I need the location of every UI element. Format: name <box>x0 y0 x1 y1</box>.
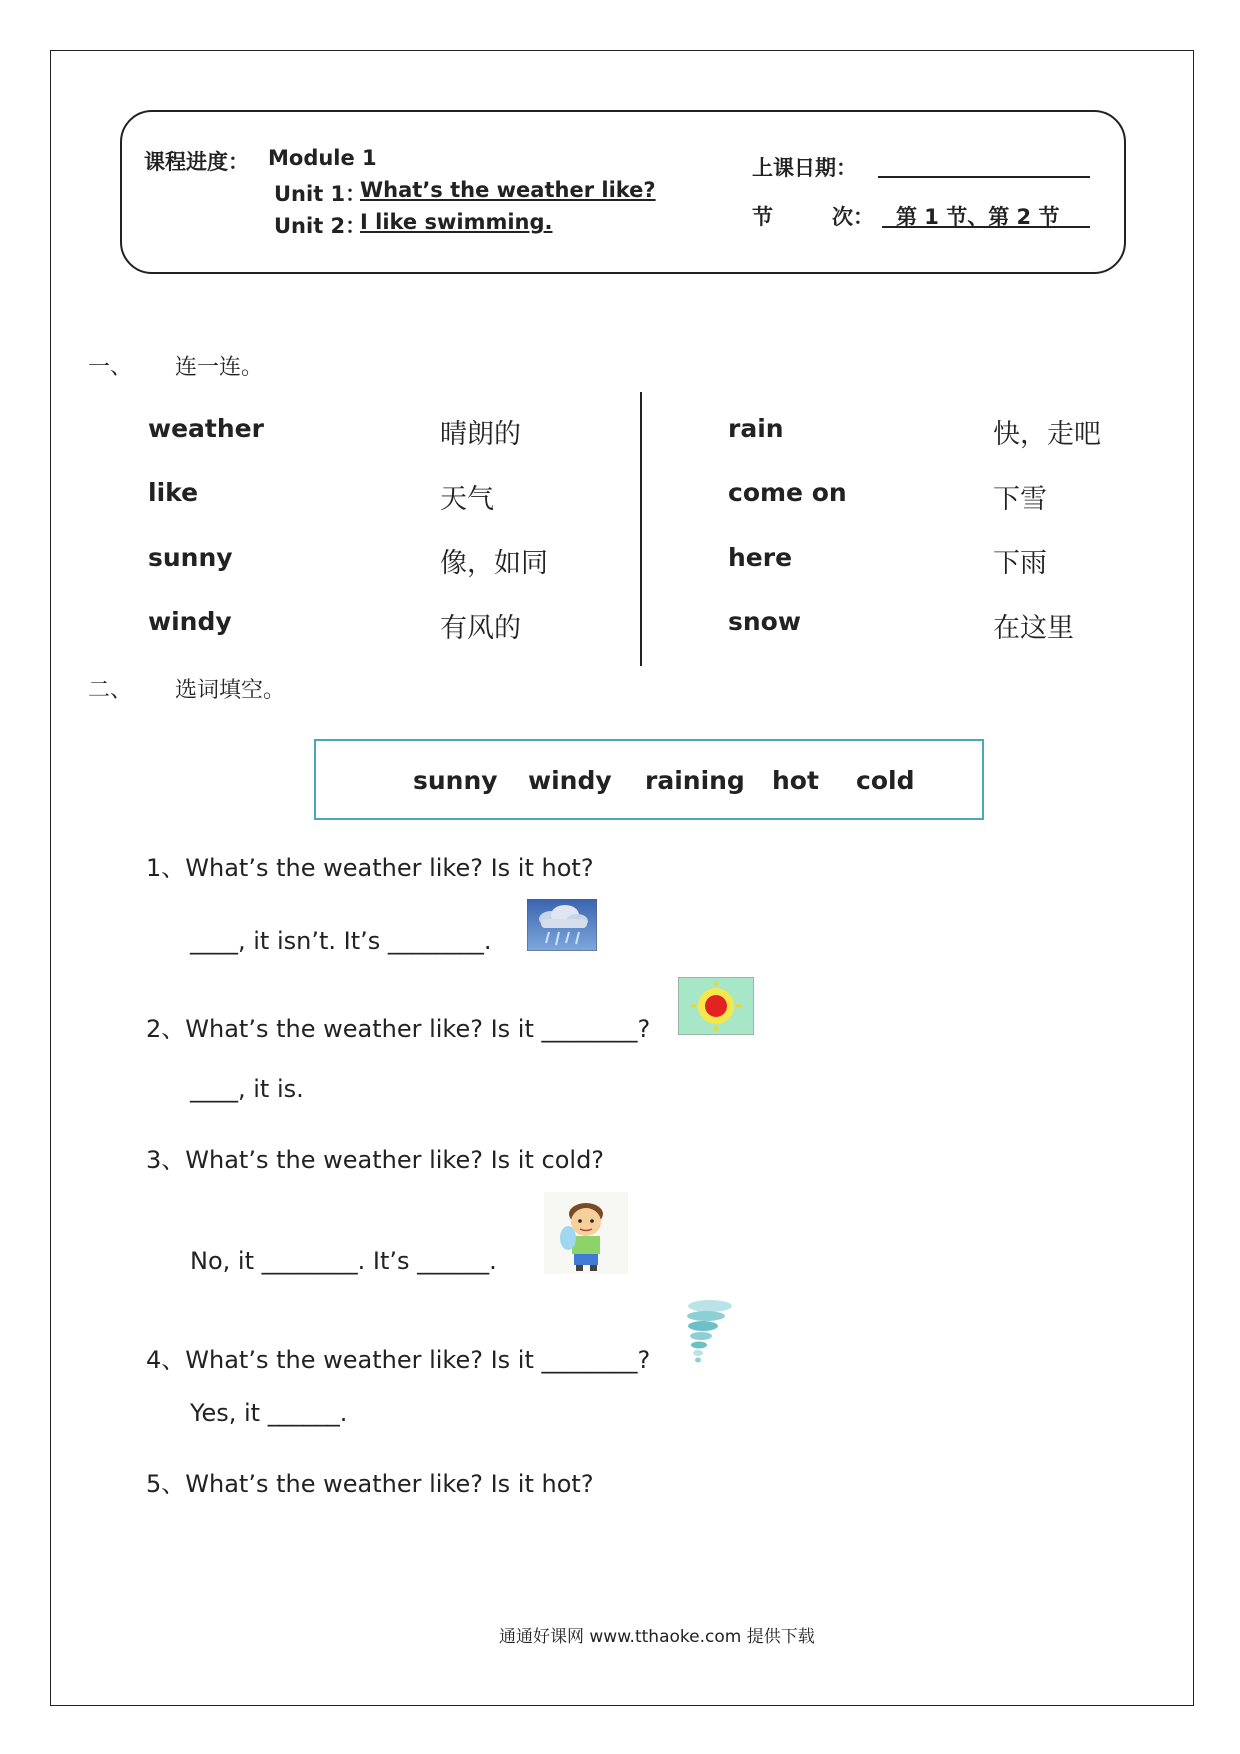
word-bank-item: hot <box>772 766 819 795</box>
word-bank-item: raining <box>645 766 745 795</box>
date-blank[interactable] <box>878 176 1090 178</box>
question-4[interactable]: 4、What’s the weather like? Is it ________? <box>146 1346 651 1374</box>
sun-icon <box>678 977 754 1035</box>
rain-cloud-icon <box>527 899 597 951</box>
unit1-label: Unit 1： <box>274 182 367 206</box>
match-left-en-3[interactable]: sunny <box>148 543 233 572</box>
match-left-en-2[interactable]: like <box>148 478 199 507</box>
section-value: 第 1 节、第 2 节 <box>896 205 1060 229</box>
match-right-en-1[interactable]: rain <box>728 414 784 443</box>
match-right-en-3[interactable]: here <box>728 543 793 572</box>
match-left-zh-2[interactable]: 天气 <box>440 484 494 515</box>
match-right-en-4[interactable]: snow <box>728 607 801 636</box>
match-left-en-4[interactable]: windy <box>148 607 232 636</box>
unit1-title: What’s the weather like? <box>360 178 656 202</box>
match-right-zh-4[interactable]: 在这里 <box>993 613 1074 644</box>
word-bank-item: windy <box>528 766 612 795</box>
section2-title: 选词填空。 <box>175 678 286 703</box>
question-3: 3、What’s the weather like? Is it cold? <box>146 1146 605 1174</box>
section2-number: 二、 <box>88 678 133 703</box>
match-right-en-2[interactable]: come on <box>728 478 847 507</box>
hot-boy-icon <box>544 1192 628 1274</box>
match-left-zh-4[interactable]: 有风的 <box>440 613 521 644</box>
progress-label: 课程进度： <box>144 150 249 174</box>
question-2[interactable]: 2、What’s the weather like? Is it ________? <box>146 1015 651 1043</box>
date-label: 上课日期： <box>752 156 857 180</box>
answer-2[interactable]: ____, it is. <box>190 1075 304 1103</box>
column-divider <box>640 392 642 666</box>
word-bank-box <box>314 739 984 820</box>
word-bank-item: cold <box>856 766 915 795</box>
word-bank-item: sunny <box>413 766 498 795</box>
section1-title: 连一连。 <box>175 355 264 380</box>
section-underline <box>882 226 1090 228</box>
match-right-zh-3[interactable]: 下雨 <box>993 548 1047 579</box>
match-left-zh-1[interactable]: 晴朗的 <box>440 419 521 450</box>
module-label: Module 1 <box>268 146 377 170</box>
answer-1[interactable]: ____, it isn’t. It’s ________. <box>190 927 492 955</box>
unit2-label: Unit 2： <box>274 214 367 238</box>
section1-number: 一、 <box>88 355 133 380</box>
tornado-icon <box>668 1296 734 1368</box>
match-right-zh-1[interactable]: 快，走吧 <box>993 419 1101 450</box>
question-1: 1、What’s the weather like? Is it hot? <box>146 854 594 882</box>
question-5: 5、What’s the weather like? Is it hot? <box>146 1470 594 1498</box>
match-right-zh-2[interactable]: 下雪 <box>993 484 1047 515</box>
section-label-1: 节 <box>752 205 773 229</box>
match-left-zh-3[interactable]: 像，如同 <box>440 548 548 579</box>
section-label-2: 次： <box>832 205 874 229</box>
answer-4[interactable]: Yes, it ______. <box>190 1399 348 1427</box>
footer-credit: 通通好课网 www.tthaoke.com 提供下载 <box>499 1627 815 1647</box>
match-left-en-1[interactable]: weather <box>148 414 264 443</box>
answer-3[interactable]: No, it ________. It’s ______. <box>190 1247 497 1275</box>
unit2-title: I like swimming. <box>360 210 553 234</box>
